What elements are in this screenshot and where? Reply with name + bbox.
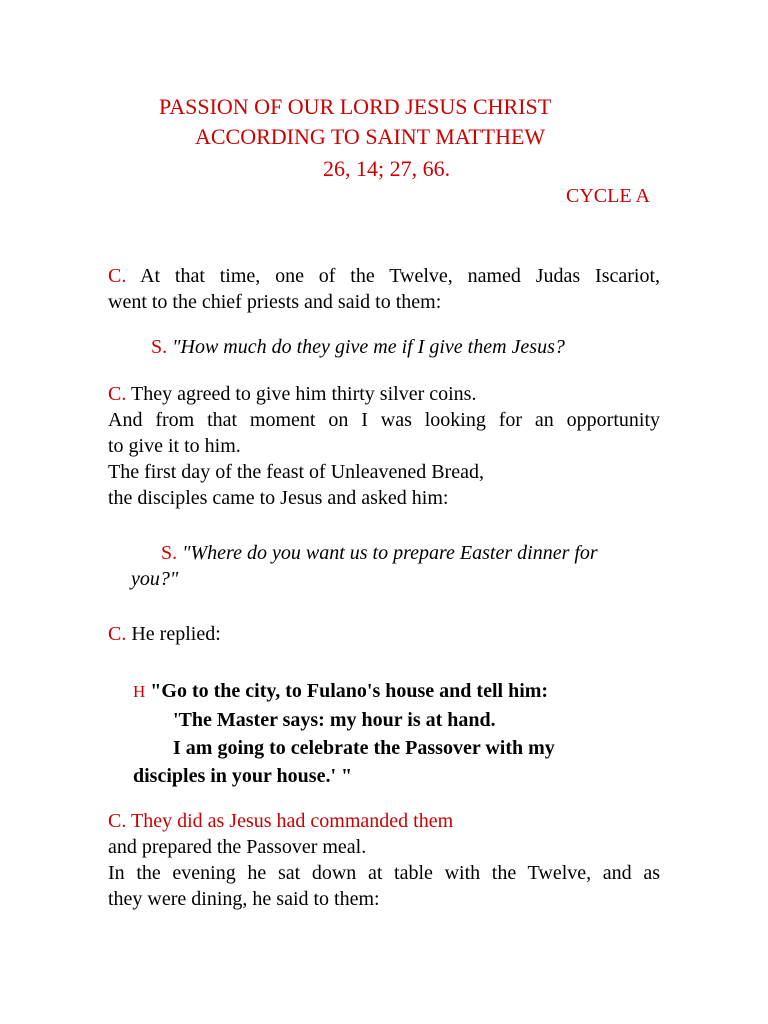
speaker-h-line: I am going to celebrate the Passover with my [173, 737, 555, 759]
speaker-marker-s: S. [151, 336, 168, 358]
speaker-h-block [133, 677, 693, 790]
narrator-paragraph-2 [108, 381, 660, 511]
speaker-s-line-2 [131, 540, 661, 592]
speaker-h-line: 'The Master says: my hour is at hand. [173, 709, 496, 731]
paragraph-line [108, 263, 660, 289]
paragraph-line: the disciples came to Jesus and asked him: [108, 487, 449, 509]
speaker-h-text: "Go to the city, to Fulano's house and tell him: [145, 680, 549, 702]
paragraph-text: They agreed to give him thirty silver coins. [126, 383, 477, 405]
speaker-marker-c: C. [108, 383, 127, 405]
title-line-1: PASSION OF OUR LORD JESUS CHRIST [159, 94, 552, 119]
speaker-s-line-1 [151, 334, 565, 360]
paragraph-line: to give it to him. [108, 435, 241, 457]
speaker-marker-c: C. [108, 265, 127, 287]
speaker-marker-c: C. [108, 623, 127, 645]
speaker-marker-h: H [133, 682, 146, 701]
speaker-s-text-line: you?" [131, 568, 179, 590]
speaker-s-text-line [131, 540, 661, 566]
speaker-s-text: "How much do they give me if I give them Jesus? [167, 336, 565, 358]
speaker-h-line [133, 677, 693, 706]
paragraph-line: went to the chief priests and said to them: [108, 291, 442, 313]
speaker-h-line: disciples in your house.' " [133, 765, 353, 787]
paragraph-line: In the evening he sat down at table with the Twelve, and as [108, 862, 660, 884]
title-reference: 26, 14; 27, 66. [323, 156, 451, 181]
paragraph-text: He replied: [126, 623, 221, 645]
paragraph-line: they were dining, he said to them: [108, 888, 380, 910]
paragraph-text: At that time, one of the Twelve, named Judas Iscariot, [126, 265, 660, 287]
narrator-paragraph-1 [108, 263, 660, 315]
narrator-paragraph-4 [108, 808, 660, 912]
paragraph-line: And from that moment on I was looking for an opportunity [108, 409, 660, 431]
cycle-label: CYCLE A [566, 185, 650, 207]
paragraph-line: and prepared the Passover meal. [108, 836, 367, 858]
speaker-marker-s: S. [161, 542, 178, 564]
paragraph-line [108, 381, 660, 407]
narrator-paragraph-3 [108, 621, 660, 647]
speaker-s-text: "Where do you want us to prepare Easter dinner for [177, 542, 598, 564]
paragraph-line [108, 621, 660, 647]
paragraph-line-highlight: C. They did as Jesus had commanded them [108, 810, 454, 832]
paragraph-line: The first day of the feast of Unleavened Bread, [108, 461, 484, 483]
title-line-2: ACCORDING TO SAINT MATTHEW [195, 124, 546, 149]
